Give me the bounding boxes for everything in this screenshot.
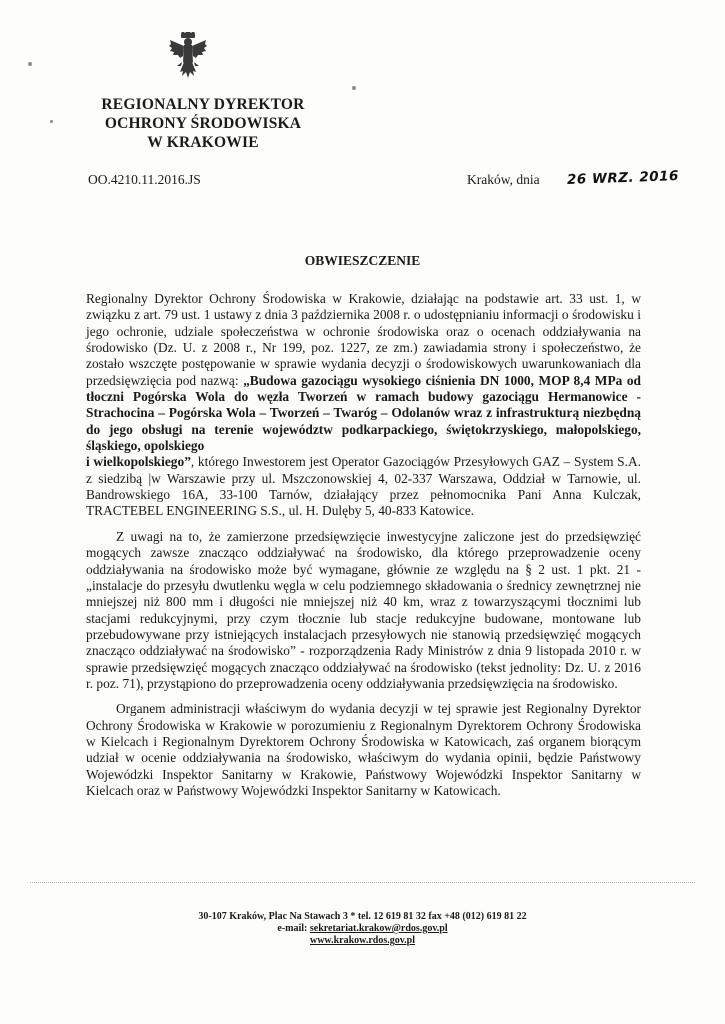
footer-divider [30, 882, 695, 883]
paragraph-1 [86, 291, 641, 520]
paragraph-3: Organem administracji właściwym do wydania decyzji w tej sprawie jest Regionalny Dyrektor Ochrony Środowiska w Krakowie w porozumieniu z Regionalnym Dyrektorem Ochrony Środowiska w Kielcach i Regionalnym Dyrektorem Ochrony Środowiska w Katowicach, zaś organem biorącym udział w ocenie oddziaływania na środowisko, właściwym do wydania opinii, będzie Państwowy Wojewódzki Inspektor Sanitarny w Krakowie, Państwowy Wojewódzki Inspektor Sanitarny w Kielcach oraz w Państwowy Wojewódzki Inspektor Sanitarny w Katowicach. [86, 701, 641, 798]
polish-eagle-emblem-icon [168, 32, 208, 82]
footer-address: 30-107 Kraków, Plac Na Stawach 3 * tel. 12 619 81 32 fax +48 (012) 619 81 22 [198, 911, 527, 922]
footer-website-link[interactable]: www.krakow.rdos.gov.pl [309, 935, 416, 946]
scan-speck [28, 62, 32, 66]
issuer-line-2: OCHRONY ŚRODOWISKA [104, 115, 302, 132]
issuer-line-3: W KRAKOWIE [147, 134, 259, 151]
issuer-line-1: REGIONALNY DYREKTOR [101, 96, 305, 113]
paragraph-1-intro: Regionalny Dyrektor Ochrony Środowiska w Krakowie, działając na podstawie art. 33 ust. 1, w związku z art. 79 ust. 1 ustawy z dnia 3 października 2008 r. o udostępnianiu informacji o środowisku i jego ochronie, udziale społeczeństwa w ochronie środowiska oraz o ocenach oddziaływania na środowisko (Dz. U. z 2008 r., Nr 199, poz. 1227, ze zm.) zawiadamia strony i społeczeństwo, że zostało wszczęte postępowanie w sprawie wydania decyzji o środowiskowych uwarunkowaniach dla przedsięwzięcia pod nazwą: [86, 291, 641, 388]
handwritten-date-stamp: 26 WRZ. 2016 [566, 168, 680, 188]
place-and-date-label: Kraków, dnia [467, 172, 540, 187]
document-body [86, 291, 641, 808]
scan-speck [352, 86, 356, 90]
footer [0, 911, 725, 947]
reference-number: OO.4210.11.2016.JS [88, 172, 201, 187]
footer-email-link[interactable]: sekretariat.krakow@rdos.gov.pl [309, 923, 448, 934]
footer-email-label: e-mail: [277, 923, 310, 934]
paragraph-1-investor: , którego Inwestorem jest Operator Gazociągów Przesyłowych GAZ – System S.A. z siedzibą |w Warszawie przy ul. Mszczonowskiej 4, 02-337 Warszawa, Oddział w Tarnowie, ul. Bandrowskiego 16A, 33-100 Tarnów, działający przez pełnomocnika Pani Anna Kulczak, TRACTEBEL ENGINEERING S.S., ul. H. Dulęby 5, 40-833 Katowice. [86, 454, 641, 519]
footer-email-line [0, 923, 725, 935]
paragraph-2: Z uwagi na to, że zamierzone przedsięwzięcie inwestycyjne zaliczone jest do przedsięwzięć mogących zawsze znacząco oddziaływać na środowisko, dla którego przeprowadzenie oceny oddziaływania na środowisko może być wymagane, głównie ze względu na § 2 ust. 1 pkt. 21 - „instalacje do przesyłu dwutlenku węgla w celu podziemnego składowania o średnicy zewnętrznej nie mniejszej niż 800 mm i długości nie mniejszej niż 40 km, wraz z towarzyszącymi tłocznimi lub stacjami redukcyjnymi, przy czym tłocznie lub stacje redukcyjne budowane, montowane lub przebudowywane przy istniejących instalacjach przesyłowych nie stanowią przedsięwzięć mogących znacząco oddziaływać na środowisko” - rozporządzenia Rady Ministrów z dnia 9 listopada 2010 r. w sprawie przedsięwzięć mogących znacząco oddziaływać na środowisko (tekst jednolity: Dz. U. z 2016 r. poz. 71), przystąpiono do przeprowadzenia oceny oddziaływania przedsięwzięcia na środowisko. [86, 528, 641, 691]
issuer-name [88, 95, 318, 152]
scan-speck [50, 120, 53, 123]
project-name: „Budowa gazociągu wysokiego ciśnienia DN 1000, MOP 8,4 MPa od tłoczni Pogórska Wola do węzła Tworzeń w ramach budowy gazociągu Hermanowice - Strachocina – Pogórska Wola – Tworzeń – Twaróg – Odolanów wraz z infrastrukturą niezbędną do jego obsługi na terenie województw podkarpackiego, świętokrzyskiego, małopolskiego, śląskiego, opolskiego [86, 372, 641, 454]
document-title: OBWIESZCZENIE [304, 253, 421, 268]
project-name-end: i wielkopolskiego” [86, 454, 191, 470]
